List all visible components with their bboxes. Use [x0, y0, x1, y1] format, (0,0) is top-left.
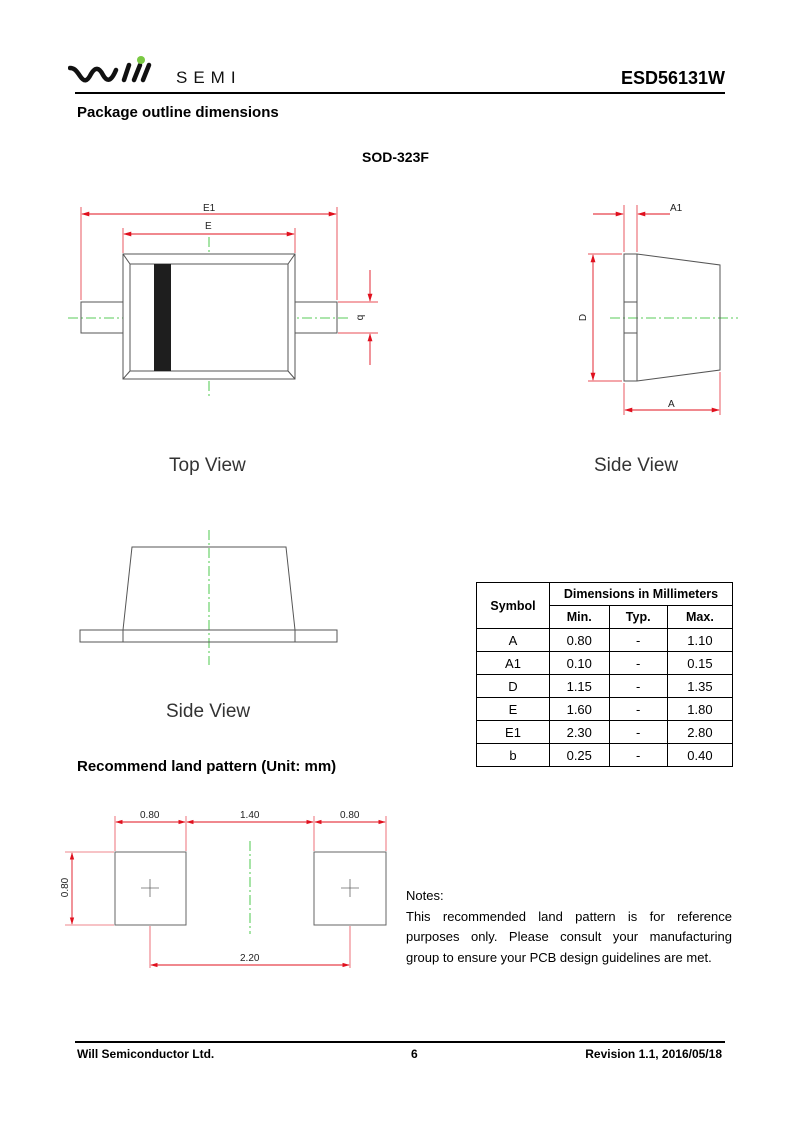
cell-typ: -	[609, 675, 667, 698]
cell-typ: -	[609, 721, 667, 744]
footer-revision: Revision 1.1, 2016/05/18	[585, 1047, 722, 1061]
land-pattern-drawing	[55, 808, 400, 973]
dimensions-group-header: Dimensions in Millimeters	[550, 583, 733, 606]
table-row	[477, 721, 733, 744]
cell-max: 0.15	[667, 652, 732, 675]
logo-text: SEMI	[176, 68, 242, 87]
cell-max: 1.35	[667, 675, 732, 698]
cell-symbol: D	[477, 675, 550, 698]
header-divider	[75, 92, 725, 94]
cell-symbol: A	[477, 629, 550, 652]
table-row	[477, 629, 733, 652]
cell-symbol: E	[477, 698, 550, 721]
notes-title: Notes:	[406, 888, 444, 903]
top-view-label: Top View	[169, 455, 246, 476]
section-title: Package outline dimensions	[77, 104, 279, 121]
cell-min: 0.10	[550, 652, 610, 675]
dim-label-e: E	[205, 221, 212, 232]
footer-page-number: 6	[411, 1047, 418, 1061]
cell-max: 2.80	[667, 721, 732, 744]
table-row	[477, 652, 733, 675]
company-logo	[68, 56, 258, 88]
side-view-right-drawing	[560, 195, 760, 420]
cell-symbol: A1	[477, 652, 550, 675]
footer-company: Will Semiconductor Ltd.	[77, 1047, 215, 1061]
notes-line-2: purposes only. Please consult your manufacturing	[406, 929, 732, 944]
dim-label-pitch: 2.20	[240, 953, 260, 964]
notes-line-1: This recommended land pattern is for reference	[406, 908, 732, 924]
cell-typ: -	[609, 744, 667, 767]
symbol-header: Symbol	[477, 583, 550, 629]
package-name: SOD-323F	[362, 149, 429, 165]
table-row	[477, 675, 733, 698]
cell-symbol: b	[477, 744, 550, 767]
notes-block	[406, 886, 732, 968]
cell-max: 0.40	[667, 744, 732, 767]
cell-typ: -	[609, 698, 667, 721]
side-view-bottom-label: Side View	[166, 701, 251, 722]
typ-header: Typ.	[609, 606, 667, 629]
table-row	[477, 744, 733, 767]
cell-min: 1.60	[550, 698, 610, 721]
logo-wave-icon	[68, 56, 173, 88]
notes-line-3: group to ensure your PCB design guidelines are met.	[406, 949, 712, 965]
top-view-drawing	[0, 195, 400, 410]
dim-label-d: D	[578, 313, 590, 322]
max-header: Max.	[667, 606, 732, 629]
side-view-right-label: Side View	[594, 455, 679, 476]
dim-label-a1: A1	[670, 203, 683, 214]
dim-label-a: A	[668, 399, 675, 410]
dim-label-pad-height: 0.80	[60, 877, 72, 898]
dimensions-table	[476, 582, 733, 767]
cell-min: 0.25	[550, 744, 610, 767]
table-row	[477, 698, 733, 721]
side-view-bottom-drawing	[70, 525, 360, 670]
min-header: Min.	[550, 606, 610, 629]
footer-divider	[75, 1041, 725, 1043]
cell-typ: -	[609, 629, 667, 652]
dim-label-gap: 1.40	[240, 810, 260, 821]
land-pattern-title: Recommend land pattern (Unit: mm)	[77, 758, 337, 775]
dim-label-e1: E1	[203, 203, 216, 214]
dim-label-pad-width-left: 0.80	[140, 810, 160, 821]
cell-max: 1.80	[667, 698, 732, 721]
dim-label-b: b	[354, 314, 366, 321]
cell-typ: -	[609, 652, 667, 675]
cell-max: 1.10	[667, 629, 732, 652]
cell-min: 1.15	[550, 675, 610, 698]
part-number: ESD56131W	[620, 68, 725, 88]
cell-symbol: E1	[477, 721, 550, 744]
dim-label-pad-width-right: 0.80	[340, 810, 360, 821]
cell-min: 0.80	[550, 629, 610, 652]
cell-min: 2.30	[550, 721, 610, 744]
